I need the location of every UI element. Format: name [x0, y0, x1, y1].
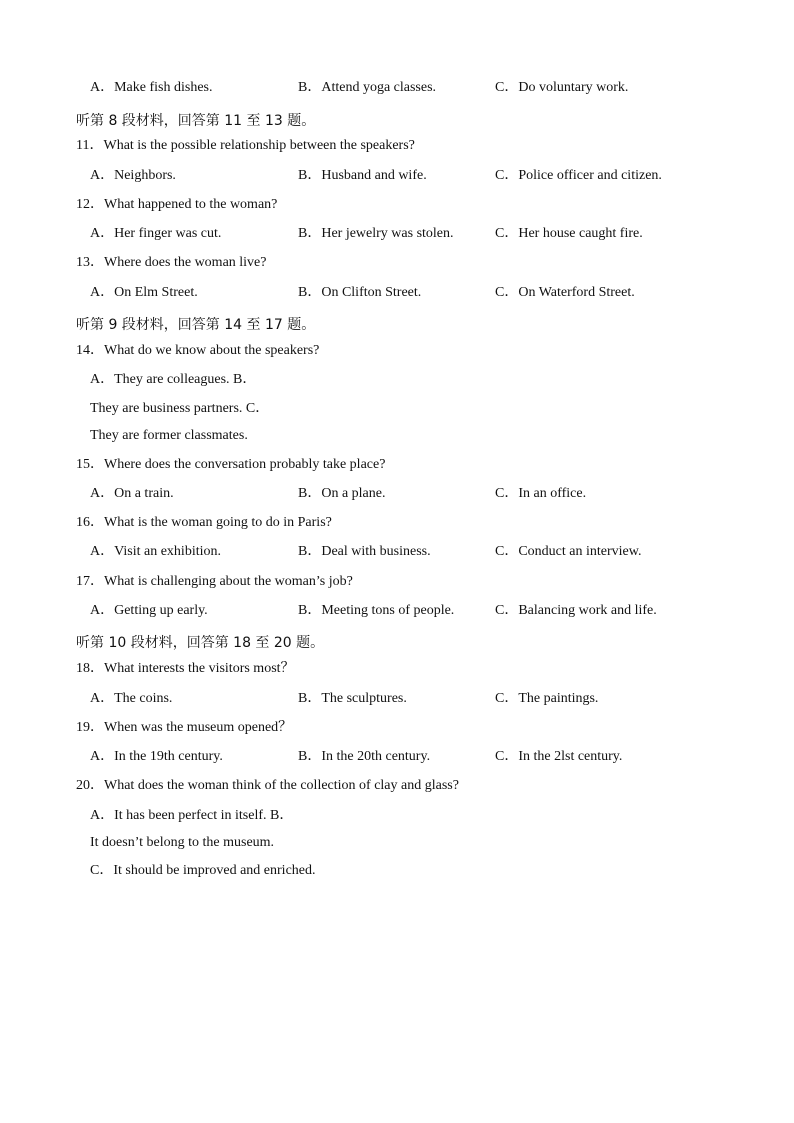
q20-options-line-2: It doesn’t belong to the museum. — [90, 835, 275, 850]
question-11: 11．What is the possible relationship between the speakers? — [76, 138, 415, 153]
q17-option-b: B．Meeting tons of people. — [298, 603, 455, 618]
q19-option-c: C．In the 2lst century. — [495, 749, 623, 764]
q15-option-a: A．On a train. — [90, 486, 174, 501]
q12-option-c: C．Her house caught fire. — [495, 226, 643, 241]
q16-option-b: B．Deal with business. — [298, 544, 431, 559]
q17-option-c: C．Balancing work and life. — [495, 603, 657, 618]
q14-options-line-2: They are business partners. C． — [90, 401, 270, 416]
q14-options-line-3: They are former classmates. — [90, 428, 248, 443]
question-13: 13．Where does the woman live? — [76, 255, 267, 270]
question-18: 18．What interests the visitors most？ — [76, 661, 295, 676]
q12-option-b: B．Her jewelry was stolen. — [298, 226, 454, 241]
section-8-heading: 听第 8 段材料，回答第 11 至 13 题。 — [76, 113, 316, 129]
question-16: 16．What is the woman going to do in Paris? — [76, 515, 332, 530]
question-14: 14．What do we know about the speakers? — [76, 343, 320, 358]
q19-option-a: A．In the 19th century. — [90, 749, 223, 764]
section-9-heading: 听第 9 段材料，回答第 14 至 17 题。 — [76, 317, 316, 333]
q11-option-b: B．Husband and wife. — [298, 168, 427, 183]
question-12: 12．What happened to the woman? — [76, 197, 278, 212]
question-17: 17．What is challenging about the woman’s job? — [76, 574, 353, 589]
q15-option-c: C．In an office. — [495, 486, 587, 501]
q10-option-c: C．Do voluntary work. — [495, 80, 629, 95]
question-19: 19．When was the museum opened？ — [76, 720, 293, 735]
q20-options-line-1: A．It has been perfect in itself. B． — [90, 808, 294, 823]
q16-option-c: C．Conduct an interview. — [495, 544, 642, 559]
q11-option-a: A．Neighbors. — [90, 168, 176, 183]
q19-option-b: B．In the 20th century. — [298, 749, 431, 764]
q17-option-a: A．Getting up early. — [90, 603, 208, 618]
q13-option-a: A．On Elm Street. — [90, 285, 198, 300]
q18-option-c: C．The paintings. — [495, 691, 599, 706]
q16-option-a: A．Visit an exhibition. — [90, 544, 221, 559]
section-10-heading: 听第 10 段材料，回答第 18 至 20 题。 — [76, 635, 325, 651]
q11-option-c: C．Police officer and citizen. — [495, 168, 662, 183]
question-20: 20．What does the woman think of the collection of clay and glass? — [76, 778, 459, 793]
q18-option-a: A．The coins. — [90, 691, 173, 706]
question-15: 15．Where does the conversation probably take place? — [76, 457, 386, 472]
q18-option-b: B．The sculptures. — [298, 691, 407, 706]
q13-option-b: B．On Clifton Street. — [298, 285, 422, 300]
q12-option-a: A．Her finger was cut. — [90, 226, 222, 241]
q15-option-b: B．On a plane. — [298, 486, 386, 501]
q20-options-line-3: C．It should be improved and enriched. — [90, 863, 316, 878]
q10-option-b: B．Attend yoga classes. — [298, 80, 437, 95]
q14-options-line-1: A．They are colleagues. B． — [90, 372, 257, 387]
q10-option-a: A．Make fish dishes. — [90, 80, 213, 95]
q13-option-c: C．On Waterford Street. — [495, 285, 635, 300]
